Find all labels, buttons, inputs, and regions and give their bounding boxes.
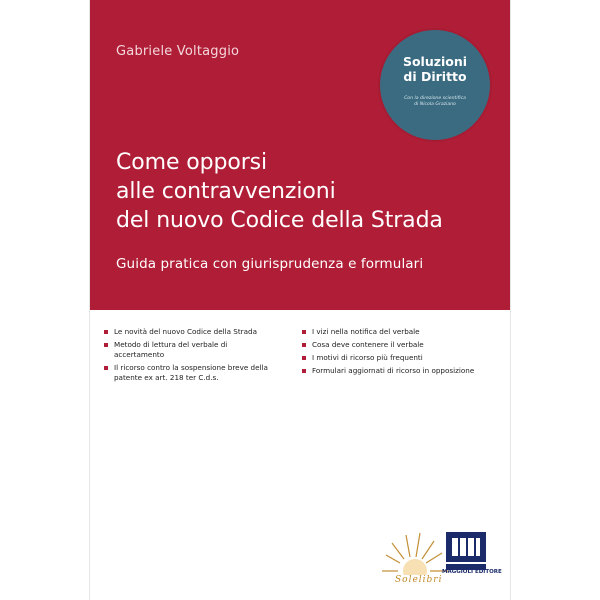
bullet-item: Le novità del nuovo Codice della Strada <box>102 327 278 337</box>
bullet-item: Il ricorso contro la sospensione breve della patente ex art. 218 ter C.d.s. <box>102 363 278 383</box>
feature-bullets <box>102 327 502 386</box>
series-subtitle-line-2: di Nicola Graziano <box>414 102 456 107</box>
bullets-left-column <box>102 327 278 386</box>
bullet-item: Cosa deve contenere il verbale <box>300 340 476 350</box>
cover-red-band <box>90 0 510 310</box>
book-cover <box>90 0 510 600</box>
author-name: Gabriele Voltaggio <box>116 44 240 59</box>
bullets-right-column <box>300 327 476 386</box>
series-title-line-1: Soluzioni <box>402 54 468 69</box>
imprint-label: Solelibri <box>395 575 443 585</box>
publisher-text: MAGGIOLI EDITORE <box>442 569 502 575</box>
series-subtitle-line-1: Con la direzione scientifica <box>404 96 466 101</box>
sun-icon <box>380 515 450 575</box>
book-title-line-1: Come opporsi <box>116 150 268 175</box>
bullet-item: Formulari aggiornati di ricorso in opposizione <box>300 366 476 376</box>
publisher-logo-icon <box>446 532 486 570</box>
series-title-line-2: di Diritto <box>403 69 467 84</box>
series-badge <box>380 30 490 140</box>
book-subtitle: Guida pratica con giurisprudenza e formulari <box>116 256 424 272</box>
series-title <box>380 54 490 84</box>
series-subtitle <box>380 96 490 108</box>
bullet-item: I motivi di ricorso più frequenti <box>300 353 476 363</box>
book-title-line-3: del nuovo Codice della Strada <box>116 208 443 233</box>
bullet-item: I vizi nella notifica del verbale <box>300 327 476 337</box>
bullet-item: Metodo di lettura del verbale di accertamento <box>102 340 278 360</box>
book-title-line-2: alle contravvenzioni <box>116 179 336 204</box>
book-title <box>116 148 486 235</box>
